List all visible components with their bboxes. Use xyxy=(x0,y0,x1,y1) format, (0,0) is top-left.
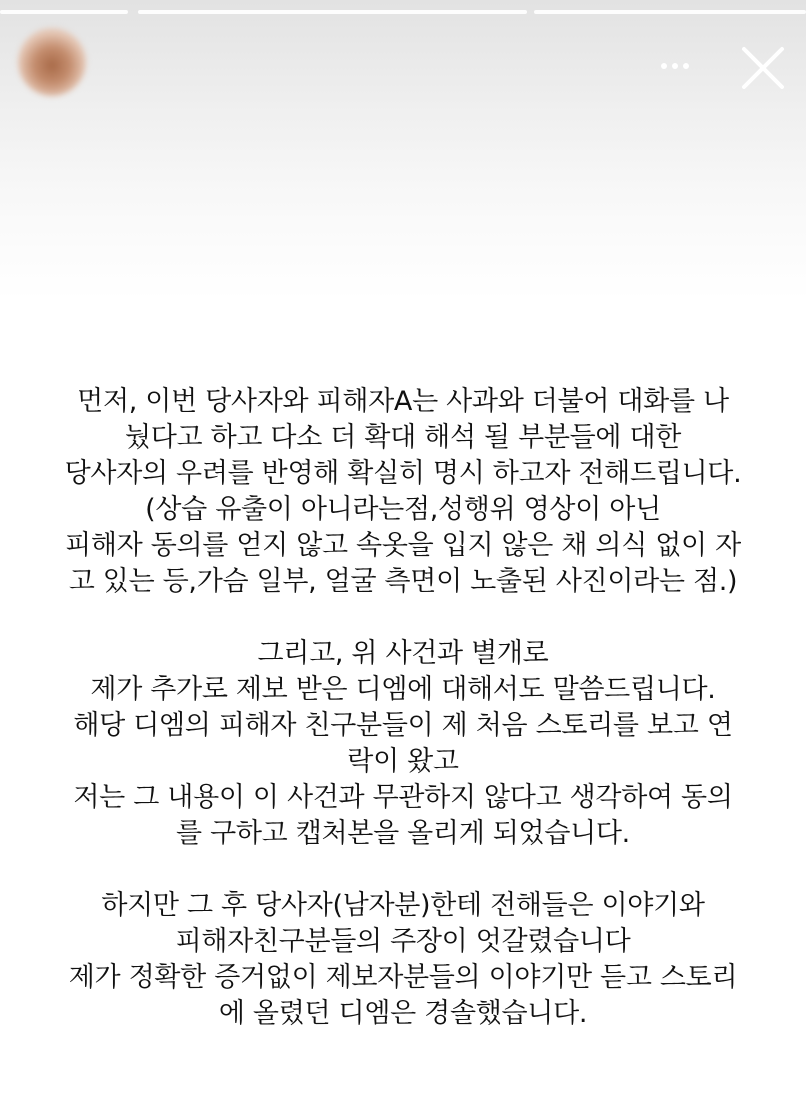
text-line: 락이 왔고 xyxy=(347,746,459,777)
text-line: 제가 추가로 제보 받은 디엠에 대해서도 말씀드립니다. xyxy=(90,674,716,705)
more-options-icon xyxy=(661,63,667,69)
story-progress xyxy=(0,10,806,14)
text-line: (상습 유출이 아니라는점,성행위 영상이 아닌 xyxy=(145,494,661,525)
paragraph-gap xyxy=(20,600,786,636)
text-line: 눴다고 하고 다소 더 확대 해석 될 부분들에 대한 xyxy=(124,422,682,453)
text-line: 먼저, 이번 당사자와 피해자A는 사과와 더불어 대화를 나 xyxy=(77,386,729,417)
more-options-icon-dot xyxy=(672,63,678,69)
text-line: 해당 디엠의 피해자 친구분들이 제 처음 스토리를 보고 연 xyxy=(73,710,733,741)
text-line: 피해자친구분들의 주장이 엇갈렸습니다 xyxy=(175,926,631,957)
text-line: 저는 그 내용이 이 사건과 무관하지 않다고 생각하여 동의 xyxy=(73,782,733,813)
text-line: 그리고, 위 사건과 별개로 xyxy=(257,638,549,669)
more-options-button[interactable] xyxy=(650,48,700,84)
story-text-block xyxy=(20,384,786,1032)
close-button[interactable] xyxy=(737,42,789,94)
text-line: 당사자의 우려를 반영해 확실히 명시 하고자 전해드립니다. xyxy=(64,458,742,489)
text-line: 피해자 동의를 얻지 않고 속옷을 입지 않은 채 의식 없이 자 xyxy=(65,530,741,561)
text-line: 제가 정확한 증거없이 제보자분들의 이야기만 듣고 스토리 xyxy=(68,962,738,993)
progress-segment-3 xyxy=(534,10,806,14)
text-line: 고 있는 등,가슴 일부, 얼굴 측면이 노출된 사진이라는 점.) xyxy=(68,566,738,597)
more-options-icon-dot xyxy=(683,63,689,69)
profile-avatar[interactable] xyxy=(18,28,86,96)
progress-segment-1 xyxy=(0,10,128,14)
close-icon xyxy=(737,42,789,94)
header-gradient xyxy=(0,0,806,300)
progress-segment-2 xyxy=(138,10,527,14)
text-line: 에 올렸던 디엠은 경솔했습니다. xyxy=(218,998,588,1029)
paragraph-gap xyxy=(20,852,786,888)
text-line: 하지만 그 후 당사자(남자분)한테 전해들은 이야기와 xyxy=(101,890,705,921)
text-line: 를 구하고 캡처본을 올리게 되었습니다. xyxy=(176,818,630,849)
